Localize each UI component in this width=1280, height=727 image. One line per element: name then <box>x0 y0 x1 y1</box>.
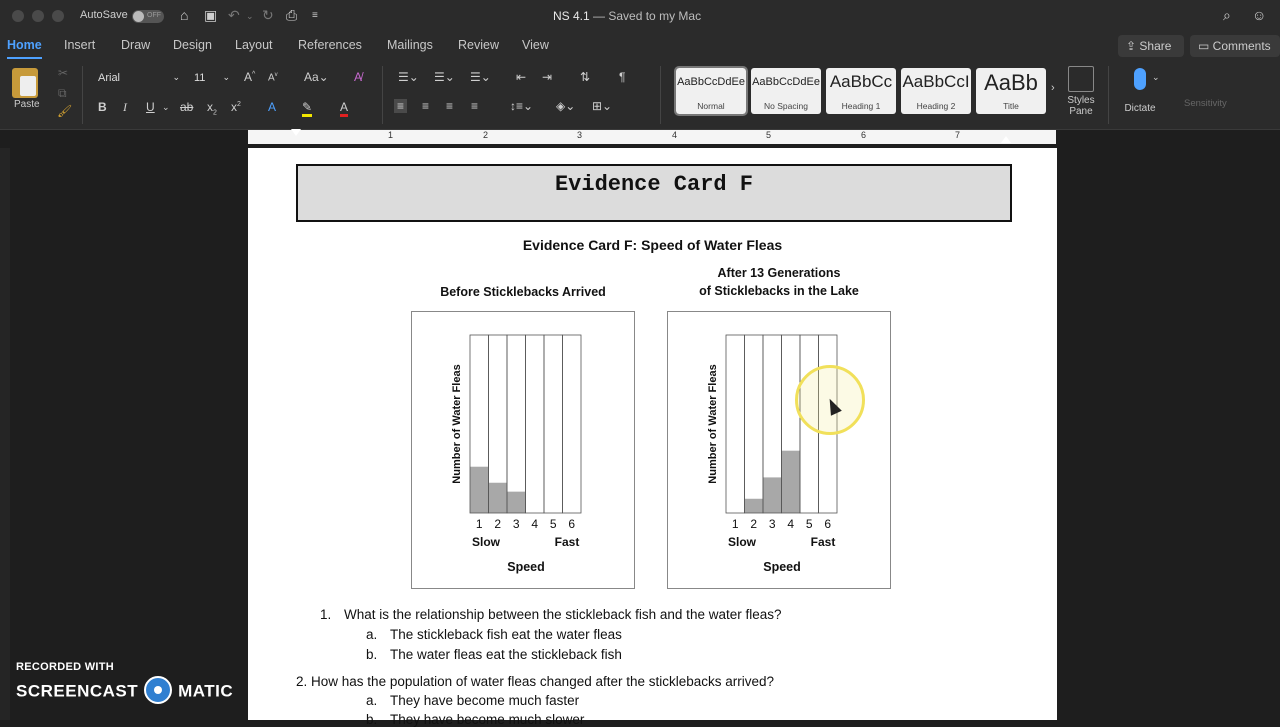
tab-home[interactable]: Home <box>7 38 42 52</box>
multilevel-list-icon[interactable]: ☰⌄ <box>470 70 491 84</box>
x-tick-label: 2 <box>750 517 758 531</box>
divider <box>660 66 661 124</box>
x-tick-label: 4 <box>787 517 795 531</box>
font-size-value: 11 <box>194 72 206 84</box>
print-icon[interactable]: ⎙ <box>286 7 298 23</box>
tab-design[interactable]: Design <box>173 38 212 52</box>
question-number: 1. <box>320 607 332 622</box>
card-title-box <box>296 164 1012 222</box>
bar <box>745 499 764 513</box>
style-name: Title <box>1003 101 1019 111</box>
chart-left-title: Before Sticklebacks Arrived <box>440 285 606 299</box>
undo-dropdown-icon[interactable]: ⌄ <box>246 11 254 21</box>
ribbon-tabs <box>0 32 1280 60</box>
x-tick-label: 3 <box>512 517 520 531</box>
zoom-window-button[interactable] <box>52 10 64 22</box>
style-heading-2[interactable] <box>901 68 971 114</box>
bar <box>782 451 801 513</box>
tab-layout[interactable]: Layout <box>235 38 273 52</box>
style-name: Heading 2 <box>916 101 956 111</box>
ruler-number: 7 <box>955 130 961 140</box>
customize-toolbar-icon[interactable]: ≡ <box>312 10 318 21</box>
ruler-number: 6 <box>861 130 867 140</box>
chevron-down-icon[interactable]: ⌄ <box>162 102 170 112</box>
increase-indent-icon[interactable]: ⇥ <box>542 70 553 84</box>
share-label: Share <box>1139 39 1172 53</box>
bar-column <box>507 335 526 513</box>
divider <box>382 66 383 124</box>
x-tick-label: 1 <box>731 517 739 531</box>
format-painter-icon[interactable]: 🖌 <box>57 104 73 118</box>
copy-icon[interactable]: ⧉ <box>58 86 67 100</box>
option-letter: a. <box>366 693 378 708</box>
option-letter: a. <box>366 627 378 642</box>
title-bar <box>0 0 1280 32</box>
tab-draw[interactable]: Draw <box>121 38 151 52</box>
italic-button[interactable]: I <box>123 100 127 114</box>
bar-column <box>526 335 545 513</box>
line-spacing-icon[interactable]: ↕≡⌄ <box>510 99 534 113</box>
account-icon[interactable]: ☺ <box>1252 7 1267 23</box>
autosave-toggle[interactable] <box>132 10 164 23</box>
tab-view[interactable]: View <box>522 38 549 52</box>
axis-end-label-fast: Fast <box>810 535 836 549</box>
axis-end-label-slow: Slow <box>471 535 501 549</box>
x-tick-label: 3 <box>768 517 776 531</box>
justify-icon[interactable]: ≡ <box>471 99 479 113</box>
option-text: The stickleback fish eat the water fleas <box>390 627 622 642</box>
change-case-icon[interactable]: Aa⌄ <box>304 70 329 84</box>
share-icon: ⇪ <box>1126 39 1140 53</box>
comments-button[interactable] <box>1190 35 1280 57</box>
numbering-icon[interactable]: ☰⌄ <box>434 70 455 84</box>
dictate-label: Dictate <box>1124 103 1156 114</box>
divider <box>1108 66 1109 124</box>
bar <box>470 467 489 513</box>
undo-icon[interactable]: ↶ <box>228 7 240 23</box>
redo-icon[interactable]: ↻ <box>262 7 274 23</box>
tab-review[interactable]: Review <box>458 38 499 52</box>
style-sample: AaBb <box>984 70 1038 95</box>
document-status: — Saved to my Mac <box>593 9 702 23</box>
chart-before <box>411 311 635 589</box>
chevron-down-icon[interactable]: ⌄ <box>1152 72 1160 82</box>
option-text: They have become much faster <box>390 693 580 708</box>
bar <box>489 483 508 513</box>
ruler-number: 4 <box>672 130 678 140</box>
ruler-number: 2 <box>483 130 489 140</box>
chevron-down-icon: ⌄ <box>172 72 180 82</box>
bold-button[interactable]: B <box>98 100 107 114</box>
screencast-watermark <box>16 680 233 704</box>
x-tick-label: 1 <box>475 517 483 531</box>
paste-label[interactable]: Paste <box>14 99 40 110</box>
horizontal-ruler[interactable] <box>248 130 1056 144</box>
option-1b <box>366 647 622 662</box>
chevron-down-icon: ⌄ <box>222 72 230 82</box>
microphone-icon <box>1134 68 1146 90</box>
ribbon-home <box>0 60 1280 130</box>
screencast-logo-icon <box>144 676 172 704</box>
tab-insert[interactable]: Insert <box>64 38 96 52</box>
x-axis-label: Speed <box>763 560 801 574</box>
underline-button[interactable]: U <box>146 100 155 114</box>
decrease-indent-icon[interactable]: ⇤ <box>516 70 527 84</box>
bar <box>763 477 782 513</box>
y-axis-label: Number of Water Fleas <box>451 364 463 484</box>
cut-icon[interactable]: ✂ <box>58 66 69 80</box>
comment-icon: ▭ <box>1198 39 1213 53</box>
document-page[interactable] <box>248 148 1057 727</box>
close-window-button[interactable] <box>12 10 24 22</box>
bar <box>507 492 526 513</box>
save-icon[interactable]: ▣ <box>204 7 218 23</box>
document-title <box>553 9 701 23</box>
font-size-select[interactable] <box>190 70 234 88</box>
watermark-left: SCREENCAST <box>16 681 139 701</box>
vertical-ruler <box>0 148 10 720</box>
toggle-knob <box>133 11 144 22</box>
style-no-spacing[interactable] <box>751 68 821 114</box>
axis-end-label-fast: Fast <box>554 535 580 549</box>
x-tick-label: 6 <box>568 517 576 531</box>
highlight-icon[interactable]: ✎ <box>302 100 312 117</box>
align-left-icon[interactable]: ≡ <box>394 99 407 113</box>
option-text: The water fleas eat the stickleback fish <box>390 647 622 662</box>
home-icon[interactable]: ⌂ <box>180 7 189 23</box>
style-sample: AaBbCcDdEe <box>752 76 820 88</box>
bar-column <box>544 335 563 513</box>
question-text: How has the population of water fleas changed after the sticklebacks arrived? <box>311 674 775 689</box>
card-title: Evidence Card F <box>554 172 754 197</box>
chart-after <box>667 311 891 589</box>
font-color-icon[interactable]: A <box>340 100 348 117</box>
clear-formatting-icon[interactable]: A̸ <box>354 70 363 84</box>
chevron-right-icon[interactable]: › <box>1051 82 1055 94</box>
chart-before-svg <box>412 312 636 590</box>
align-right-icon[interactable]: ≡ <box>446 99 454 113</box>
divider <box>82 66 83 124</box>
align-center-icon[interactable]: ≡ <box>422 99 430 113</box>
ruler-number: 5 <box>766 130 772 140</box>
search-icon[interactable]: ⌕ <box>1223 7 1231 23</box>
question-text: What is the relationship between the stickleback fish and the water fleas? <box>344 607 782 622</box>
bullets-icon[interactable]: ☰⌄ <box>398 70 419 84</box>
style-sample: AaBbCcI <box>902 72 970 91</box>
watermark-right: MATIC <box>178 681 234 701</box>
ruler-number: 1 <box>388 130 394 140</box>
right-indent-marker[interactable] <box>1001 136 1011 143</box>
style-title[interactable] <box>976 68 1046 114</box>
text-effects-icon[interactable]: A <box>268 100 277 114</box>
comments-label: Comments <box>1212 39 1271 53</box>
question-2 <box>296 674 774 689</box>
option-letter: b. <box>366 712 378 727</box>
x-tick-label: 4 <box>531 517 539 531</box>
option-letter: b. <box>366 647 378 662</box>
ruler-number: 3 <box>577 130 583 140</box>
share-button[interactable] <box>1118 35 1184 57</box>
watermark-recorded-with: RECORDED WITH <box>16 661 115 673</box>
style-sample: AaBbCcDdEe <box>677 76 745 88</box>
y-axis-label: Number of Water Fleas <box>707 364 719 484</box>
strikethrough-button[interactable]: ab <box>180 100 194 114</box>
x-axis-label: Speed <box>507 560 545 574</box>
chart-right-title-line-2: of Sticklebacks in the Lake <box>699 284 859 298</box>
chart-right-title-line-1: After 13 Generations <box>717 266 841 280</box>
style-heading-1[interactable] <box>826 68 896 114</box>
show-paragraph-marks-icon[interactable]: ¶ <box>619 70 626 84</box>
tab-mailings[interactable]: Mailings <box>387 38 433 52</box>
option-2a <box>366 693 579 708</box>
tab-references[interactable]: References <box>298 38 362 52</box>
style-sample: AaBbCc <box>829 72 893 91</box>
paste-icon[interactable] <box>12 68 38 98</box>
question-number: 2. <box>296 674 308 689</box>
font-name-value: Arial <box>98 72 121 84</box>
chart-right-title <box>667 264 891 300</box>
first-line-indent-marker[interactable] <box>291 129 301 136</box>
x-tick-label: 6 <box>824 517 832 531</box>
evidence-subtitle: Evidence Card F: Speed of Water Fleas <box>522 237 783 253</box>
bar-column <box>745 335 764 513</box>
borders-icon[interactable]: ⊞⌄ <box>592 99 613 113</box>
shading-icon[interactable]: ◈⌄ <box>556 99 576 113</box>
shrink-font-icon[interactable]: $A^v$ <box>268 72 278 84</box>
x-tick-label: 5 <box>549 517 557 531</box>
grow-font-icon[interactable]: A^ <box>244 70 256 84</box>
bar-column <box>726 335 745 513</box>
subscript-button[interactable]: $x_2$ <box>207 100 217 117</box>
sensitivity-label[interactable]: Sensitivity <box>1184 98 1227 109</box>
minimize-window-button[interactable] <box>32 10 44 22</box>
axis-end-label-slow: Slow <box>727 535 757 549</box>
chart-after-svg <box>668 312 892 590</box>
font-name-select[interactable] <box>94 70 184 88</box>
styles-pane-label: Styles Pane <box>1067 95 1095 117</box>
style-normal[interactable] <box>676 68 746 114</box>
styles-pane-icon <box>1068 66 1094 92</box>
option-1a <box>366 627 622 642</box>
autosave-label: AutoSave <box>80 9 128 21</box>
style-name: Heading 1 <box>841 101 881 111</box>
x-tick-label: 5 <box>805 517 813 531</box>
question-1 <box>320 607 782 622</box>
styles-pane-button[interactable] <box>1066 66 1096 117</box>
option-text: They have become much slower <box>390 712 585 727</box>
style-name: Normal <box>697 101 725 111</box>
x-tick-label: 2 <box>494 517 502 531</box>
style-name: No Spacing <box>764 101 808 111</box>
autosave-state: OFF <box>147 12 161 19</box>
superscript-button[interactable]: $x^2$ <box>231 100 241 114</box>
bar-column <box>563 335 582 513</box>
document-name: NS 4.1 <box>553 9 590 23</box>
sort-icon[interactable]: ⇅ <box>580 70 591 84</box>
